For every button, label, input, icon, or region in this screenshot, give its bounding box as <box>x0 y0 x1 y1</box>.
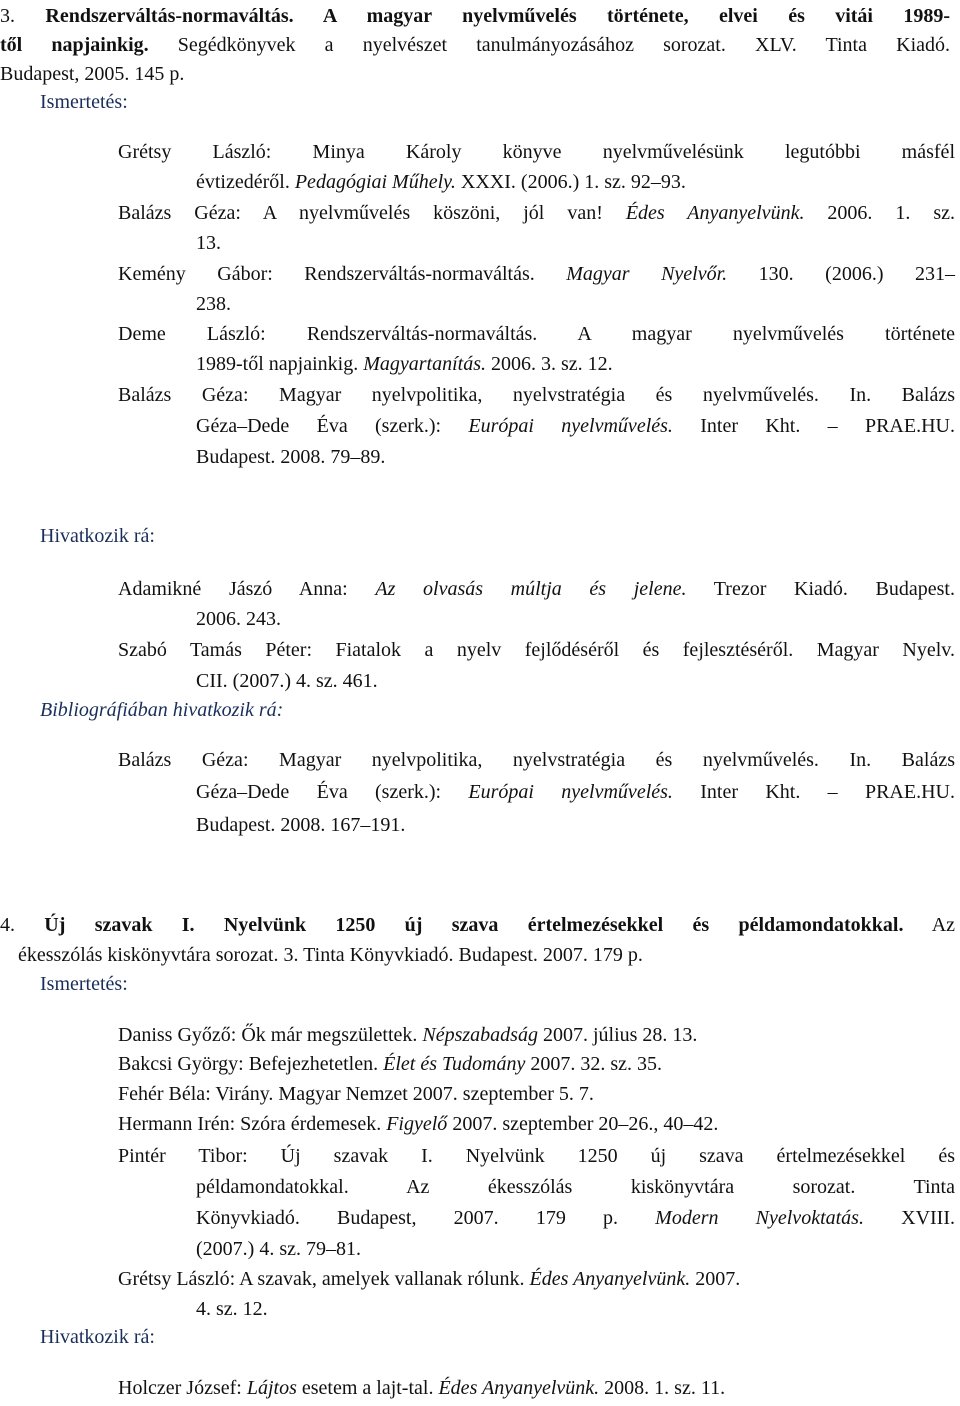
list-item-cont: évtizedéről. Pedagógiai Műhely. XXXI. (2006.) 1. sz. 92–93. <box>196 171 686 193</box>
list-item-cont: 238. <box>196 293 231 315</box>
entry-3-title-line2: től napjainkig. Segédkönyvek a nyelvészet tanulmányozásához sorozat. XLV. Tinta Kiadó. <box>0 34 951 56</box>
list-item-cont: példamondatokkal. Az ékesszólás kiskönyvtára sorozat. Tinta <box>196 1176 955 1198</box>
list-item-cont: Könyvkiadó. Budapest, 2007. 179 p. Modern Nyelvoktatás. XVIII. <box>196 1207 956 1229</box>
list-item-cont: 13. <box>196 232 221 254</box>
list-item-cont: Géza–Dede Éva (szerk.): Európai nyelvművelés. Inter Kht. – PRAE.HU. <box>196 781 955 803</box>
list-item-cont: 1989-től napjainkig. Magyartanítás. 2006. 3. sz. 12. <box>196 353 613 375</box>
list-item-cont: CII. (2007.) 4. sz. 461. <box>196 670 378 692</box>
list-item-cont: 2006. 243. <box>196 608 281 630</box>
list-item: Balázs Géza: Magyar nyelvpolitika, nyelvstratégia és nyelvművelés. In. Balázs <box>118 384 955 406</box>
list-item: Adamikné Jászó Anna: Az olvasás múltja és jelene. Trezor Kiadó. Budapest. <box>118 578 955 600</box>
list-item: Grétsy László: Minya Károly könyve nyelvművelésünk legutóbbi másfél <box>118 141 955 163</box>
list-item: Balázs Géza: Magyar nyelvpolitika, nyelvstratégia és nyelvművelés. In. Balázs <box>118 749 955 771</box>
entry-number: 3. <box>0 5 15 27</box>
list-item-cont: Budapest. 2008. 167–191. <box>196 814 406 836</box>
list-item: Daniss Győző: Ők már megszülettek. Népszabadság 2007. július 28. 13. <box>118 1024 698 1046</box>
list-item: Hermann Irén: Szóra érdemesek. Figyelő 2007. szeptember 20–26., 40–42. <box>118 1113 719 1135</box>
list-item: Fehér Béla: Virány. Magyar Nemzet 2007. szeptember 5. 7. <box>118 1083 594 1105</box>
list-item-cont: (2007.) 4. sz. 79–81. <box>196 1238 361 1260</box>
entry-3-title-line3: Budapest, 2005. 145 p. <box>0 63 185 85</box>
list-item-cont: 4. sz. 12. <box>196 1298 268 1320</box>
entry-4-title-line1: 4. Új szavak I. Nyelvünk 1250 új szava értelmezésekkel és példamondatokkal. Az <box>0 914 956 936</box>
list-item-cont: Géza–Dede Éva (szerk.): Európai nyelvművelés. Inter Kht. – PRAE.HU. <box>196 415 955 437</box>
reviews-heading: Ismertetés: <box>40 973 128 995</box>
list-item: Grétsy László: A szavak, amelyek vallanak rólunk. Édes Anyanyelvünk. 2007. <box>118 1268 741 1290</box>
citations-heading: Hivatkozik rá: <box>40 1326 155 1348</box>
list-item: Pintér Tibor: Új szavak I. Nyelvünk 1250 új szava értelmezésekkel és <box>118 1145 955 1167</box>
list-item: Bakcsi György: Befejezhetetlen. Élet és Tudomány 2007. 32. sz. 35. <box>118 1053 662 1075</box>
entry-4-title-line2: ékesszólás kiskönyvtára sorozat. 3. Tinta Könyvkiadó. Budapest. 2007. 179 p. <box>18 944 643 966</box>
citations-heading: Hivatkozik rá: <box>40 525 155 547</box>
entry-title: Rendszerváltás-normaváltás. A magyar nyelvművelés története, elvei és vitái 1989- <box>45 5 951 27</box>
entry-3-title-line1 <box>0 3 950 30</box>
list-item-cont: Budapest. 2008. 79–89. <box>196 446 386 468</box>
bibliography-heading: Bibliográfiában hivatkozik rá: <box>40 699 284 721</box>
list-item: Kemény Gábor: Rendszerváltás-normaváltás. Magyar Nyelvőr. 130. (2006.) 231– <box>118 263 956 285</box>
list-item: Balázs Géza: A nyelvművelés köszöni, jól van! Édes Anyanyelvünk. 2006. 1. sz. <box>118 202 955 224</box>
list-item: Deme László: Rendszerváltás-normaváltás. A magyar nyelvművelés története <box>118 323 955 345</box>
list-item: Holczer József: Lájtos esetem a lajt-tal. Édes Anyanyelvünk. 2008. 1. sz. 11. <box>118 1377 726 1399</box>
list-item: Szabó Tamás Péter: Fiatalok a nyelv fejlődéséről és fejlesztéséről. Magyar Nyelv. <box>118 639 955 661</box>
reviews-heading: Ismertetés: <box>40 91 128 113</box>
